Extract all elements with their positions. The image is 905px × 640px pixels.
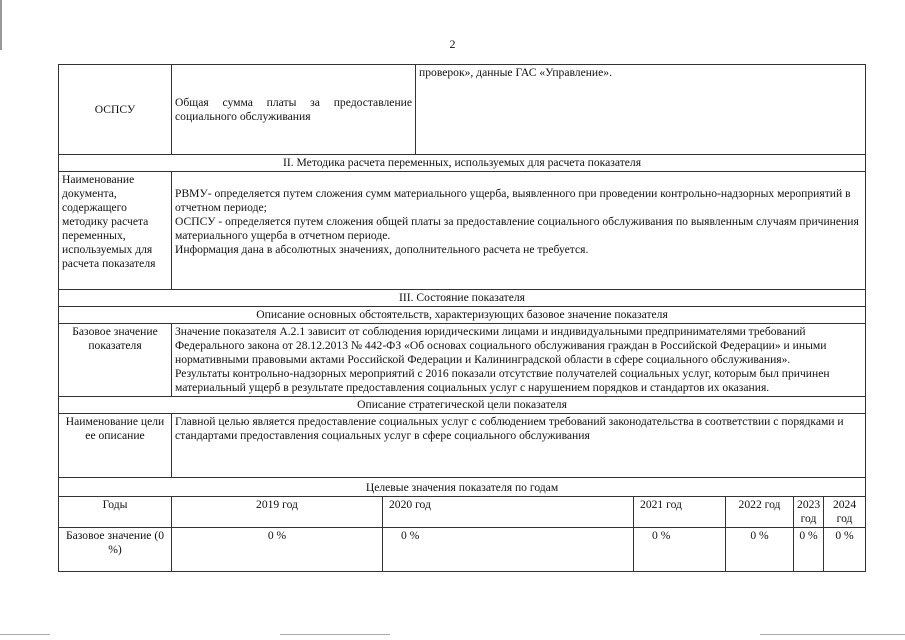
year-cell: 2020 год [383, 497, 634, 528]
year-cell: 2024 год [824, 497, 866, 528]
circumstances-heading: Описание основных обстоятельств, характеризующих базовое значение показателя [59, 307, 866, 324]
base-value-description-row [59, 324, 866, 397]
method-line: ОСПСУ - определяется путем сложения общей платы за предоставление социального обслуживания по выявленным случаям причинения материального ущерба в отчетном периоде. [175, 215, 859, 242]
value-cell: 0 % [383, 528, 634, 572]
year-cell: 2023 год [794, 497, 824, 528]
value-cell: 0 % [726, 528, 794, 572]
base-value-text [172, 324, 866, 397]
goal-heading: Описание стратегической цели показателя [59, 397, 866, 414]
year-cell: 2019 год [172, 497, 383, 528]
goal-label: Наименование цели ее описание [59, 414, 172, 478]
section2-method-row [59, 172, 866, 290]
footer-rule [0, 634, 50, 635]
years-row [59, 497, 866, 528]
base-values-row [59, 528, 866, 572]
page-number: 2 [449, 37, 456, 51]
section2-heading: II. Методика расчета переменных, используемых для расчета показателя [59, 155, 866, 172]
targets-heading: Целевые значения показателя по годам [59, 478, 866, 497]
goal-heading-row [59, 397, 866, 414]
value-cell: 0 % [634, 528, 726, 572]
footer-rule [280, 634, 390, 635]
goal-text: Главной целью является предоставление социальных услуг с соблюдением требований законодательства в соответствии с порядками и стандартами предоставления социальных услуг в сфере социального обслуживания [172, 414, 866, 478]
targets-heading-row [59, 478, 866, 497]
base-value-label: Базовое значение показателя [59, 324, 172, 397]
ospsu-row [59, 65, 866, 155]
method-line: РВМУ- определяется путем сложения сумм материального ущерба, выявленного при проведении контрольно-надзорных мероприятий в отчетном периоде; [175, 187, 851, 214]
section2-heading-row [59, 155, 866, 172]
section3-heading: III. Состояние показателя [59, 290, 866, 307]
goal-row [59, 414, 866, 478]
base-values-label: Базовое значение (0 %) [59, 528, 172, 572]
year-cell: 2022 год [726, 497, 794, 528]
ospsu-description: Общая сумма платы за предоставление социального обслуживания [172, 65, 416, 155]
years-label: Годы [59, 497, 172, 528]
indicator-table [58, 64, 866, 572]
base-paragraph: Значение показателя А.2.1 зависит от соблюдения юридическими лицами и индивидуальными предпринимателями требований Федерального закона от 28.12.2013 № 442-ФЗ «Об основах социального обслуживания граждан в Российской Федерации» и иными нормативными правовыми актами Российской Федерации и Калининградской области в сфере социального обслуживания». [175, 325, 827, 366]
circumstances-heading-row [59, 307, 866, 324]
footer-rule [760, 634, 905, 635]
section3-heading-row [59, 290, 866, 307]
value-cell: 0 % [172, 528, 383, 572]
method-line: Информация дана в абсолютных значениях, дополнительного расчета не требуется. [175, 243, 589, 256]
ospsu-source: проверок», данные ГАС «Управление». [416, 65, 866, 155]
value-cell: 0 % [824, 528, 866, 572]
base-paragraph: Результаты контрольно-надзорных мероприятий с 2016 показали отсутствие получателей социальных услуг, которым был причинен материальный ущерб в результате предоставления социальных услуг с нарушением порядков и стандартов их оказания. [175, 367, 830, 394]
value-cell: 0 % [794, 528, 824, 572]
method-doc-label: Наименование документа, содержащего методику расчета переменных, используемых для расчета показателя [59, 172, 172, 290]
method-text [172, 172, 866, 290]
year-cell: 2021 год [634, 497, 726, 528]
ospsu-label: ОСПСУ [59, 65, 172, 155]
